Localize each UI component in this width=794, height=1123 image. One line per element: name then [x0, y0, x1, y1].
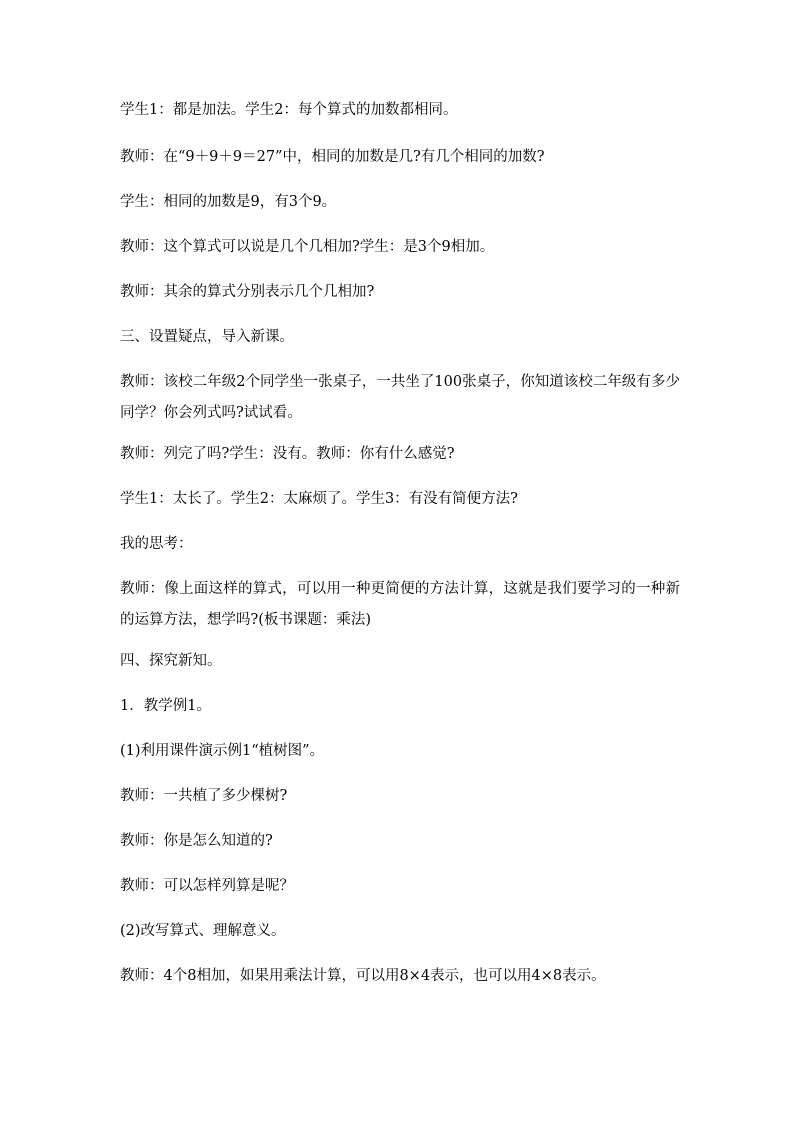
paragraph-1: 学生1：都是加法。学生2：每个算式的加数都相同。 — [120, 102, 458, 118]
paragraph-14: (1)利用课件演示例1“植树图”。 — [120, 743, 325, 759]
paragraph-17: 教师：可以怎样列算是呢？ — [120, 878, 294, 894]
paragraph-4: 教师：这个算式可以说是几个几相加?学生：是3个9相加。 — [120, 239, 495, 255]
paragraph-9: 学生1：太长了。学生2：太麻烦了。学生3：有没有简便方法? — [120, 491, 518, 507]
paragraph-19: 教师：4个8相加，如果用乘法计算，可以用8×4表示，也可以用4×8表示。 — [120, 968, 606, 984]
paragraph-8: 教师：列完了吗?学生：没有。教师：你有什么感觉? — [120, 446, 455, 462]
paragraph-10: 我的思考： — [120, 536, 193, 552]
section-heading-3: 三、设置疑点，导入新课。 — [120, 329, 294, 345]
paragraph-7: 教师：该校二年级2个同学坐一张桌子，一共坐了100张桌子，你知道该校二年级有多少同学？你会列式吗?试试看。 — [120, 374, 680, 421]
paragraph-15: 教师：一共植了多少棵树? — [120, 788, 288, 804]
section-heading-4: 四、探究新知。 — [120, 653, 222, 669]
paragraph-3: 学生：相同的加数是9，有3个9。 — [120, 194, 337, 210]
paragraph-16: 教师：你是怎么知道的? — [120, 833, 273, 849]
paragraph-13: 1．教学例1。 — [120, 698, 211, 714]
paragraph-11: 教师：像上面这样的算式，可以用一种更简便的方法计算，这就是我们要学习的一种新的运算方法，想学吗?(板书课题：乘法) — [120, 581, 680, 628]
paragraph-18: (2)改写算式、理解意义。 — [120, 923, 286, 939]
paragraph-5: 教师：其余的算式分别表示几个几相加? — [120, 284, 375, 300]
paragraph-2: 教师：在“9＋9＋9＝27”中，相同的加数是几?有几个相同的加数? — [120, 149, 545, 165]
